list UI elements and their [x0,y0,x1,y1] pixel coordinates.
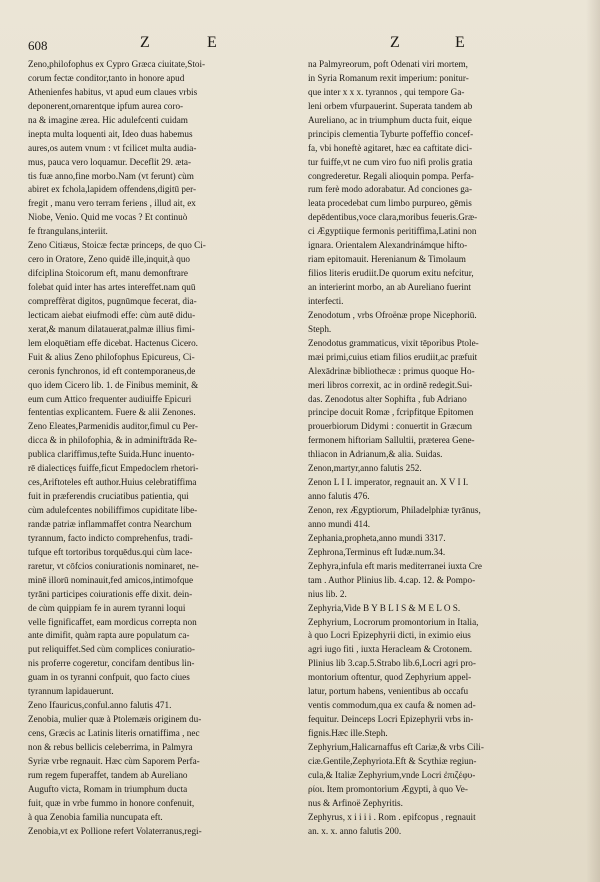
text-line: nus & Arfinoë Zephyritis. [308,797,403,808]
text-line: Aureliano, ac in triumphum ducta fuit, eique [308,114,472,125]
text-line: Steph. [308,323,332,334]
left-text-column [28,58,298,839]
text-line: Athenienfes habitus, vt apud eum claues vrbis [28,86,198,97]
text-line: inepta multa loquenti ait, Ideo duas habemus [28,128,193,139]
text-line: rum ferè modo adorabatur. Ad conciones ga- [308,184,473,195]
text-line: Alexādrinæ bibliothecæ : primus quoque Ho- [308,365,475,376]
text-line: anno falutis 476. [308,491,370,502]
text-line: raretur, vt cōfcios coniurationis nominaret, ne- [28,560,199,571]
text-line: Zephania,propheta,anno mundi 3317. [308,532,446,543]
text-line: principis clementia Tyburte poffeffio concef- [308,128,474,139]
text-line: velle fignificaffet, eam mordicus correpta non [28,616,197,627]
text-line: non & rebus bellicis celeberrima, in Palmyra [28,741,193,752]
text-line: agri iugo fiti , iuxta Heracleam & Crotonem. [308,644,473,655]
text-line: Zephyrus, x i i i i . Rom . epifcopus , regnauit [308,811,476,822]
text-line: na & imagine ærea. Hic adulefcenti cuidam [28,114,188,125]
text-line: tufque eft tortoribus torquēdus.qui cùm lace- [28,546,193,557]
text-line: congrederetur. Regali alioquin pompa. Perfa- [308,170,474,181]
text-line: Syriæ vrbe regnauit. Hæc cùm Saporem Perfa- [28,755,200,766]
text-line: das. Zenodotus alter Sophifta , fub Adriano [308,393,467,404]
text-line: principe docuit Romæ , fcripfitque Epitomen [308,407,474,418]
text-line: quo idem Cicero lib. 1. de Finibus meminit, & [28,379,199,390]
text-line: ci Ægyptiique fermonis peritiffima,Latini non [308,226,477,237]
text-line: Zeno,philofophus ex Cypro Græca ciuitate,Stoi- [28,59,206,69]
text-line: Fuit & alius Zeno philofophus Epicureus, Ci- [28,351,195,362]
text-line: à qua Zenobia familia nuncupata eft. [28,811,163,822]
text-line: montorium oftentur, quod Zephyrium appel- [308,672,472,683]
text-line: Zephyria,Vide B Y B L I S & M E L O S. [308,602,461,613]
text-line: Zeno Ifauricus,conful.anno falutis 471. [28,700,172,711]
text-line: Zenodotum , vrbs Ofroënæ prope Nicephoriū. [308,309,477,320]
text-line: fermonem hiftoriam Sallultii, præterea Gene- [308,435,475,446]
header-letter-4: E [455,34,471,51]
text-line: ρίοι. Item promontorium Ægypti, à quo Ve- [308,783,468,794]
text-line: an. x. x. anno falutis 200. [308,825,402,836]
text-line: eum cum Attico frequenter audiuiffe Epicuri [28,393,192,404]
text-line: Zenodotus grammaticus, vixit tēporibus Ptole- [308,337,479,348]
text-line: ceronis fynchronos, id eft contemporaneus,de [28,365,196,376]
text-line: nius lib. 2. [308,588,347,599]
text-line: Zeno Citiæus, Stoicæ fectæ princeps, de quo Ci- [28,240,206,251]
text-line: interfecti. [308,295,344,306]
text-line: que inter x x x. tyrannos , qui tempore Ga- [308,86,465,97]
text-line: tyrannum, facto indicto comprehenfus, tradi- [28,532,193,543]
text-line: Zephyra,infula eft maris mediterranei iuxta Cre [308,560,482,571]
text-line: fa, vbi honeftè agitaret, hæc ea caftitate dici- [308,142,473,153]
text-line: compreffèrat digitos, pugnūmque fecerat, dia- [28,295,197,306]
text-line: Zenon, rex Ægyptiorum, Philadelphiæ tyrānus, [308,505,481,515]
text-line: Zephyrium,Halicarnaffus eft Cariæ,& vrbs Cili- [308,741,484,752]
text-line: lecticam aiebat eiufmodi effe: cùm autē didu- [28,309,196,320]
header-letter-2: E [207,34,223,51]
text-line: de cùm quippiam fe in aurem tyranni loqui [28,602,186,613]
text-line: Zephyrium, Locrorum promontorium in Italia, [308,616,479,627]
text-line: leata procedebat cum limbo purpureo, gēmis [308,198,472,209]
text-line: ventis commodum,qua ex caufa & nomen ad- [308,700,476,711]
text-line: Augufto victa, Romam in triumphum ducta [28,783,188,794]
text-line: mus, pauca vero loquamur. Deceflit 29. æta- [28,156,192,167]
text-line: Zephrona,Terminus eft Iudæ.num.34. [308,546,446,557]
text-line: fignis.Hæc ille.Steph. [308,728,388,738]
text-line: tam . Author Plinius lib. 4.cap. 12. & Pompo- [308,574,476,585]
text-line: cero in Oratore, Zeno quidē ille,inquit,à quo [28,254,191,265]
text-line: latur, portum habens, venientibus ab occafu [308,686,469,697]
page-number: 608 [28,38,48,53]
text-line: Zenon,martyr,anno falutis 252. [308,463,422,474]
text-line: fuit in præferendis cruciatibus patientia, qui [28,491,189,502]
right-text-column [308,58,588,839]
text-line: depēdentibus,voce clara,moribus feueris.Græ- [308,212,478,223]
text-line: difciplina Stoicorum eft, manu demonftrare [28,268,188,279]
text-line: an interierint morbo, an ab Aureliano fuerint [308,282,472,292]
text-line: Zeno Eleates,Parmenidis auditor,fimul cu Per- [28,421,198,432]
text-line: ces,Ariftoteles eft author.Huius celebratiffima [28,477,197,488]
text-line: cula,& Italiæ Zephyrium,vnde Locri ἐπιζέφυ- [308,769,476,780]
text-line: tur fuiffe,vt ne cum viro fuo nifi prolis gratia [308,156,473,167]
text-line: rum regem fuperaffet, tandem ab Aureliano [28,769,188,780]
text-line: mæi primi,cuius etiam filios erudiit,ac præfuit [308,351,478,362]
text-line: à quo Locri Epizephyrii dicti, in eximio eius [308,630,471,641]
text-line: aures,os autem vnum : vt fcilicet multa audia- [28,142,197,153]
header-letter-1: Z [140,34,156,51]
text-line: ciæ.Gentile,Zephyriota.Eft & Scythiæ regiun- [308,755,477,766]
text-line: thliacon in Adrianum,& alia. Suidas. [308,449,443,460]
text-line: tyrāni participes coiurationis effe dixit. dein- [28,588,193,599]
text-line: prouerbiorum Didymi : conuertit in Græcum [308,421,473,432]
text-line: lem eloquētiam effe dicebat. Hactenus Cicero. [28,337,198,348]
text-line: minē illorū nominauit,fed amicos,intimofque [28,574,194,585]
text-line: Zenon L I I. imperator, regnauit an. X V I I. [308,477,469,488]
text-line: deponerent,ornarentque ipfum aurea coro- [28,100,184,111]
running-header [0,34,600,58]
text-line: put reliquiffet.Sed cùm complices coniuratio- [28,644,195,655]
text-line: Plinius lib 3.cap.5.Strabo lib.6,Locri agri pro- [308,658,476,669]
header-letter-3: Z [390,34,406,51]
text-line: fententias explicantem. Fuere & alii Zenones. [28,407,196,418]
text-line: rē dialecticęs fuiffe,ficut Empedoclem rhetori- [28,463,199,474]
text-line: folebat quid inter has artes intereffet.nam quū [28,282,196,292]
text-line: dicca & in philofophia, & in adminiftrāda Re- [28,435,197,446]
text-line: publica clariffimus,tefte Suida.Hunc inuento- [28,449,195,460]
text-line: randæ patriæ inflammaffet contra Nearchum [28,518,192,529]
text-line: tyrannum lapidauerunt. [28,686,114,697]
text-line: na Palmyreorum, poft Odenati viri mortem, [308,59,468,69]
text-line: corum fectæ conditor,tanto in honore apud [28,72,185,83]
text-line: Niobe, Venio. Quid me vocas ? Et continuò [28,212,188,223]
page-edge-shadow [586,0,600,882]
text-line: fregit , manu vero terram feriens , illud ait, ex [28,198,196,209]
text-line: leni orbem vfurpauerint. Superata tandem ab [308,100,473,111]
text-line: ante dimifit, quàm rapta aure populatum ca- [28,630,190,641]
text-line: xerat,& manum dilatauerat,palmæ illius fimi- [28,323,195,334]
text-line: Zenobia, mulier quæ à Ptolemæis originem du- [28,714,202,725]
text-line: filios literis erudiit.De quorum exitu nefcitur, [308,268,474,279]
text-line: nis proferre cogeretur, concifam dentibus lin- [28,658,195,669]
text-line: in Syria Romanum rexit imperium: ponitur- [308,72,469,83]
text-line: ignara. Orientalem Alexandrinámque hifto- [308,240,468,251]
text-line: Zenobia,vt ex Pollione refert Volaterranus,regi- [28,825,202,836]
text-line: fe ftrangulans,interiit. [28,226,108,237]
text-line: cùm adulefcentes nobiliffimos cupiditate libe- [28,505,198,515]
text-line: anno mundi 414. [308,518,371,529]
text-line: guam in os tyranni confpuit, quo facto ciues [28,672,190,683]
text-line: riam epitomauit. Herenianum & Timolaum [308,254,466,265]
text-line: tis fuæ anno,fine morbo.Nam (vt ferunt) cùm [28,170,194,181]
text-line: abiret ex fchola,lapidem offendens,digitū per- [28,184,197,195]
text-line: fuit, quæ in vrbe fummo in honore confenuit, [28,797,195,808]
text-line: fequitur. Deinceps Locri Epizephyrii vrbs in- [308,714,474,725]
text-line: meri libros correxit, ac in ordinē redegit.Sui- [308,379,473,390]
text-line: cens, Græcis ac Latinis literis ornatiffima , nec [28,728,200,738]
